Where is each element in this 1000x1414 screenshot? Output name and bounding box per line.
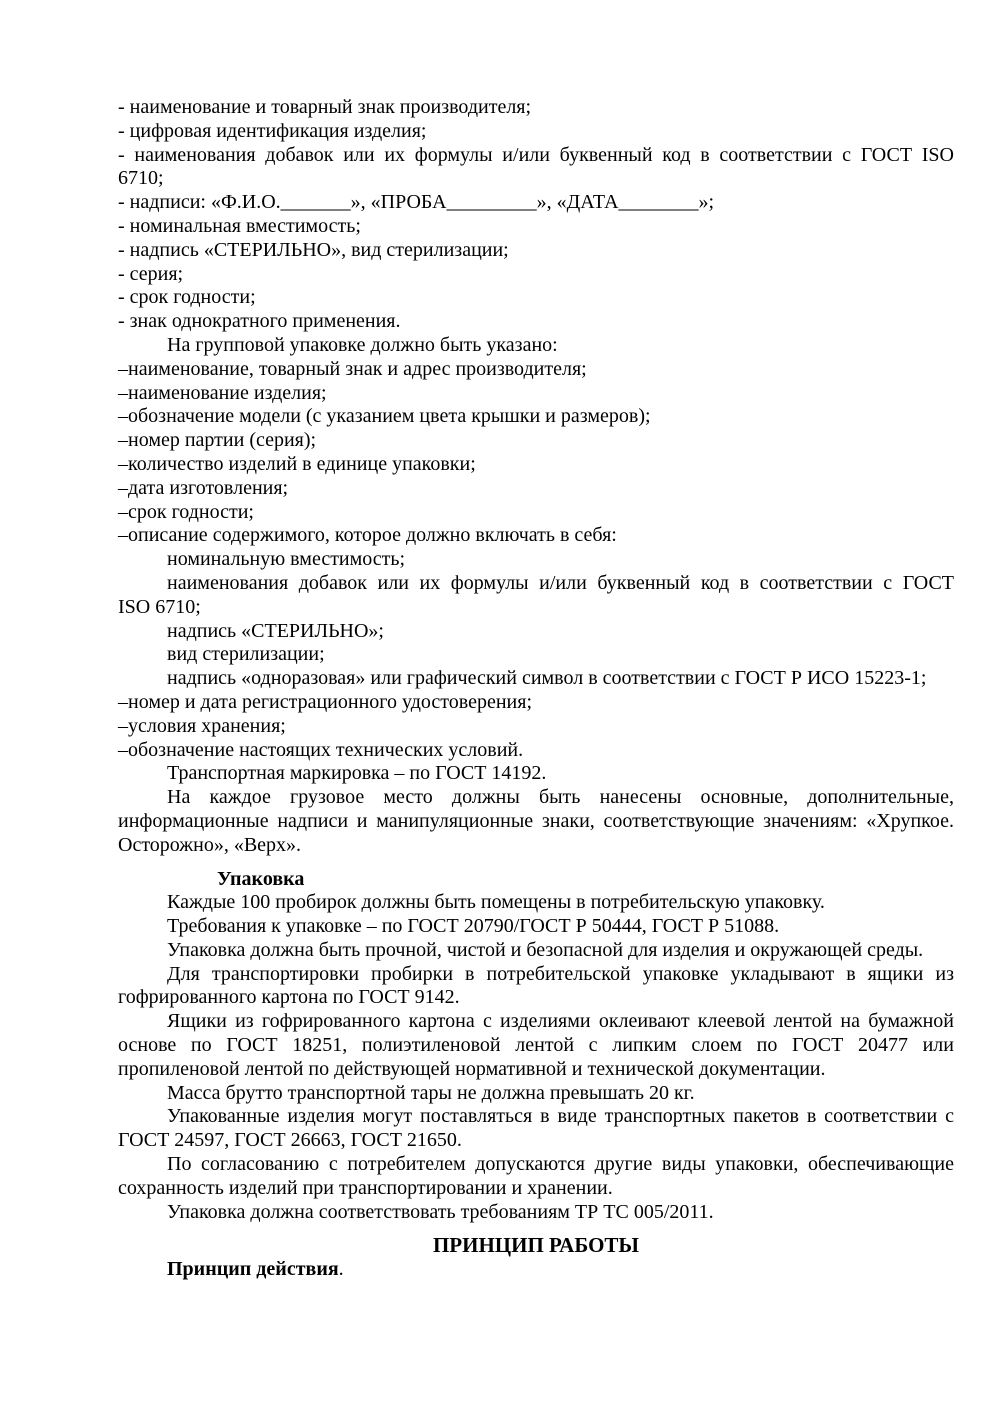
- text-line: [118, 120, 954, 144]
- text-run: - цифровая идентификация изделия;: [118, 119, 427, 142]
- text-run: –номер партии (серия);: [118, 429, 317, 452]
- paragraph-transport-packages: [118, 1105, 954, 1153]
- text-run: ISO 6710;: [118, 595, 201, 618]
- list-item-storage-conditions: [118, 715, 954, 739]
- text-line: [118, 1058, 954, 1082]
- text-run: –дата изготовления;: [118, 476, 289, 499]
- text-run: –обозначение настоящих технических условий.: [118, 738, 524, 761]
- text-line: [118, 1034, 954, 1058]
- text-line: [118, 191, 954, 215]
- paragraph-packaging-requirements: [118, 915, 954, 939]
- text-run: основе по ГОСТ 18251, полиэтиленовой лентой с липким слоем по ГОСТ 20477 или: [118, 1034, 954, 1057]
- text-run: 6710;: [118, 167, 164, 190]
- list-item-digital-identification: [118, 120, 954, 144]
- section-heading-operating-principle: [118, 1234, 954, 1258]
- list-item-manufacturer-name-trademark: [118, 96, 954, 120]
- text-line: [118, 620, 954, 644]
- text-run: надпись «одноразовая» или графический символ в соответствии с ГОСТ Р ИСО 15223-1;: [167, 667, 927, 690]
- text-line: [118, 167, 954, 191]
- list-item-quantity-per-pack: [118, 453, 954, 477]
- text-run: Принцип действия: [167, 1258, 339, 1281]
- list-item-sterile-label: [118, 239, 954, 263]
- text-run: Упаковка должна быть прочной, чистой и безопасной для изделия и окружающей среды.: [167, 938, 924, 961]
- list-item-manufacture-date: [118, 477, 954, 501]
- list-item-additives-code: [118, 144, 954, 192]
- text-line: [118, 1234, 954, 1258]
- text-line: [118, 739, 954, 763]
- text-line: [118, 715, 954, 739]
- text-run: ПРИНЦИП РАБОТЫ: [432, 1233, 640, 1258]
- text-run: Каждые 100 пробирок должны быть помещены в потребительскую упаковку.: [167, 891, 825, 914]
- text-line: [118, 334, 954, 358]
- text-run: Транспортная маркировка – по ГОСТ 14192.: [167, 762, 547, 785]
- text-run: гофрированного картона по ГОСТ 9142.: [118, 986, 460, 1009]
- section-spacer: [118, 858, 954, 868]
- text-line: [118, 643, 954, 667]
- text-line: [118, 572, 954, 596]
- text-line: [118, 868, 954, 892]
- paragraph-cargo-marking: [118, 786, 954, 857]
- text-run: –наименование, товарный знак и адрес производителя;: [118, 357, 587, 380]
- list-item-batch-number: [118, 429, 954, 453]
- text-run: Требования к упаковке – по ГОСТ 20790/ГОСТ Р 50444, ГОСТ Р 51088.: [167, 915, 780, 938]
- text-line: [118, 310, 954, 334]
- subitem-additives-code: [118, 572, 954, 620]
- text-run: Осторожно», «Верх».: [118, 833, 302, 856]
- text-run: –номер и дата регистрационного удостоверения;: [118, 690, 533, 713]
- text-run: –условия хранения;: [118, 714, 286, 737]
- text-run: наименования добавок или их формулы и/или буквенный код в соответствии с ГОСТ: [167, 571, 954, 594]
- text-line: [118, 915, 954, 939]
- text-run: - номинальная вместимость;: [118, 214, 361, 237]
- text-run: ГОСТ 24597, ГОСТ 26663, ГОСТ 21650.: [118, 1129, 462, 1152]
- text-line: [118, 96, 954, 120]
- subitem-sterilization-type: [118, 643, 954, 667]
- text-run: надпись «СТЕРИЛЬНО»;: [167, 619, 384, 642]
- list-item-shelf-life-group: [118, 501, 954, 525]
- text-run: - надписи: «Ф.И.О._______», «ПРОБА_________», «ДАТА________»;: [118, 191, 715, 214]
- paragraph-group-packaging-intro: [118, 334, 954, 358]
- text-line: [118, 786, 954, 810]
- text-line: [118, 762, 954, 786]
- list-item-single-use-mark: [118, 310, 954, 334]
- text-line: [118, 939, 954, 963]
- text-run: –срок годности;: [118, 500, 254, 523]
- paragraph-gross-weight: [118, 1082, 954, 1106]
- text-line: [118, 453, 954, 477]
- text-line: [118, 477, 954, 501]
- text-line: [118, 1082, 954, 1106]
- text-line: [118, 1258, 954, 1282]
- text-line: [118, 691, 954, 715]
- text-line: [118, 963, 954, 987]
- list-item-series: [118, 263, 954, 287]
- text-run: - наименование и товарный знак производителя;: [118, 96, 532, 118]
- list-item-product-name: [118, 382, 954, 406]
- text-line: [118, 144, 954, 168]
- list-item-inscriptions: [118, 191, 954, 215]
- text-line: [118, 405, 954, 429]
- list-item-specifications-designation: [118, 739, 954, 763]
- document-text-block: [118, 96, 954, 1282]
- text-line: [118, 1105, 954, 1129]
- text-run: –описание содержимого, которое должно включать в себя:: [118, 524, 617, 547]
- list-item-shelf-life: [118, 286, 954, 310]
- text-run: Ящики из гофрированного картона с изделиями оклеивают клеевой лентой на бумажной: [167, 1010, 954, 1033]
- text-run: По согласованию с потребителем допускаются другие виды упаковки, обеспечивающие: [167, 1153, 954, 1176]
- text-run: .: [338, 1258, 344, 1281]
- text-run: - знак однократного применения.: [118, 310, 401, 333]
- text-line: [118, 891, 954, 915]
- text-run: Для транспортировки пробирки в потребительской упаковке укладывают в ящики из: [167, 962, 954, 985]
- text-run: Упаковка: [217, 867, 305, 890]
- text-line: [118, 986, 954, 1010]
- paragraph-tr-ts-compliance: [118, 1201, 954, 1225]
- text-line: [118, 382, 954, 406]
- text-line: [118, 596, 954, 620]
- paragraph-packaging-safety: [118, 939, 954, 963]
- text-run: сохранность изделий при транспортировании и хранении.: [118, 1176, 613, 1199]
- text-run: –обозначение модели (с указанием цвета крышки и размеров);: [118, 405, 651, 428]
- text-line: [118, 1129, 954, 1153]
- text-run: –количество изделий в единице упаковки;: [118, 452, 476, 475]
- paragraph-transport-boxes: [118, 963, 954, 1011]
- list-item-registration-certificate: [118, 691, 954, 715]
- text-run: пропиленовой лентой по действующей нормативной и технической документации.: [118, 1057, 826, 1080]
- text-run: - серия;: [118, 262, 184, 285]
- text-run: номинальную вместимость;: [167, 548, 406, 571]
- text-line: [118, 667, 954, 691]
- list-item-nominal-capacity: [118, 215, 954, 239]
- text-line: [118, 1177, 954, 1201]
- text-line: [118, 834, 954, 858]
- list-item-name-trademark-address: [118, 358, 954, 382]
- text-line: [118, 1010, 954, 1034]
- paragraph-other-packaging: [118, 1153, 954, 1201]
- text-line: [118, 1201, 954, 1225]
- paragraph-operating-principle-label: [118, 1258, 954, 1282]
- text-run: - срок годности;: [118, 286, 256, 309]
- paragraph-transport-marking: [118, 762, 954, 786]
- text-line: [118, 1153, 954, 1177]
- text-line: [118, 548, 954, 572]
- text-line: [118, 429, 954, 453]
- text-line: [118, 358, 954, 382]
- text-line: [118, 239, 954, 263]
- text-run: Упаковка должна соответствовать требованиям ТР ТС 005/2011.: [167, 1200, 714, 1223]
- text-run: Масса брутто транспортной тары не должна превышать 20 кг.: [167, 1081, 695, 1104]
- list-item-contents-description: [118, 524, 954, 548]
- paragraph-box-taping: [118, 1010, 954, 1081]
- text-run: вид стерилизации;: [167, 643, 325, 666]
- text-line: [118, 501, 954, 525]
- text-line: [118, 810, 954, 834]
- subitem-nominal-capacity: [118, 548, 954, 572]
- text-run: –наименование изделия;: [118, 381, 327, 404]
- text-run: - наименования добавок или их формулы и/или буквенный код в соответствии с ГОСТ ISO: [118, 143, 954, 166]
- list-item-model-designation: [118, 405, 954, 429]
- text-line: [118, 286, 954, 310]
- text-run: Упакованные изделия могут поставляться в виде транспортных пакетов в соответствии с: [167, 1105, 954, 1128]
- subitem-sterile-label: [118, 620, 954, 644]
- paragraph-consumer-packaging: [118, 891, 954, 915]
- section-heading-packaging: [118, 868, 954, 892]
- subitem-single-use-label: [118, 667, 954, 691]
- text-line: [118, 263, 954, 287]
- text-line: [118, 215, 954, 239]
- text-line: [118, 524, 954, 548]
- text-run: На каждое грузовое место должны быть нанесены основные, дополнительные,: [167, 786, 954, 809]
- text-run: На групповой упаковке должно быть указано:: [167, 333, 558, 356]
- text-run: информационные надписи и манипуляционные знаки, соответствующие значениям: «Хрупкое.: [118, 809, 954, 832]
- text-run: - надпись «СТЕРИЛЬНО», вид стерилизации;: [118, 238, 509, 261]
